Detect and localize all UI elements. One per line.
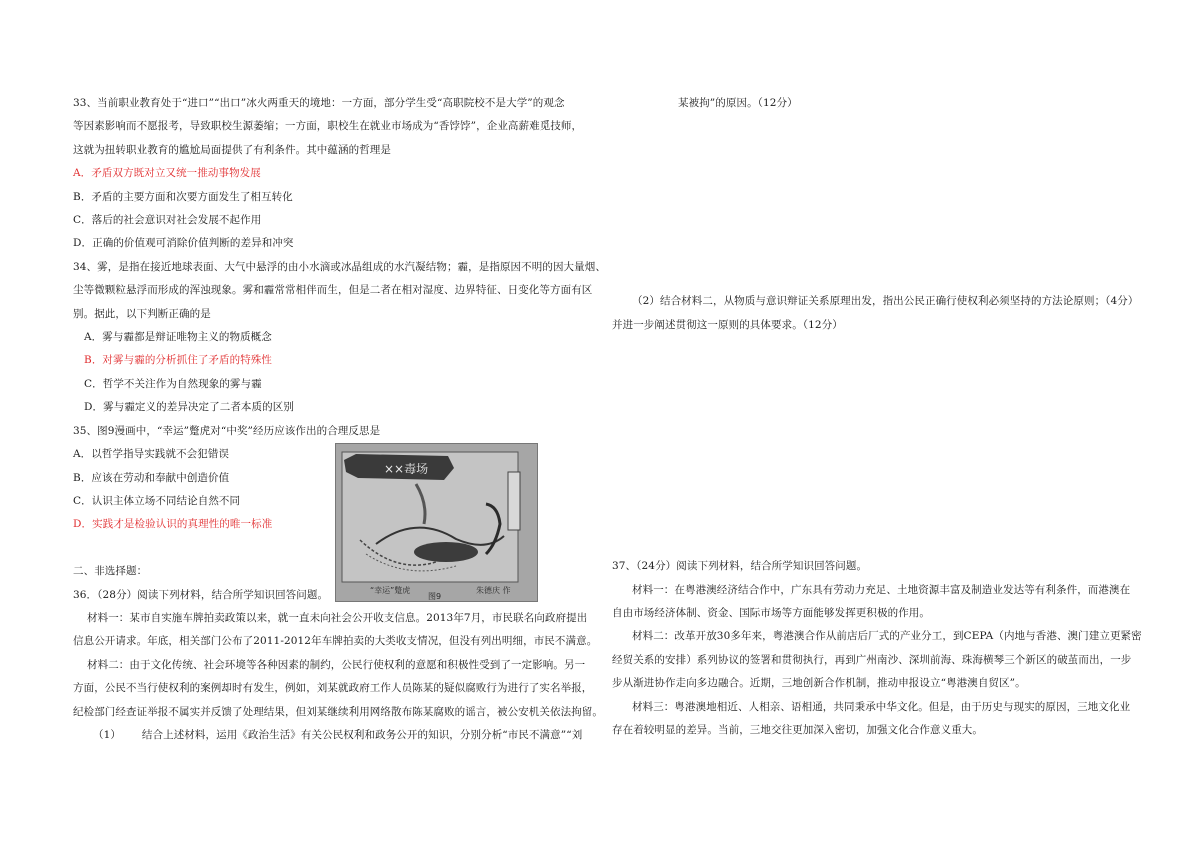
- cartoon-figure-label: 图9: [428, 592, 442, 601]
- cartoon-label-left: “幸运”蹩虎: [370, 586, 411, 595]
- q36-material2-line: 纪检部门经查证举报不属实并反馈了处理结果，但刘某继续利用网络散布陈某腐败的谣言，被公安机关依法拘留。: [73, 705, 603, 718]
- q35-stem: 35、图9漫画中，“幸运”蹩虎对“中奖”经历应该作出的合理反思是: [73, 424, 381, 437]
- q35-option-a: A．以哲学指导实践就不会犯错误: [73, 448, 230, 461]
- q34-option-c: C．哲学不关注作为自然现象的雾与霾: [84, 377, 262, 390]
- q33-option-c: C．落后的社会意识对社会发展不起作用: [73, 214, 262, 227]
- q36-material1-line: 信息公开请求。年底，相关部门公布了2011-2012年车牌拍卖的大类收支情况，但没有列出明细，市民不满意。: [73, 635, 598, 648]
- q35-option-d: D．实践才是检验认识的真理性的唯一标准: [73, 518, 273, 531]
- q36-sub1: [73, 724, 593, 747]
- q36-material2-line: 材料二：由于文化传统、社会环境等各种因素的制约，公民行使权利的意愿和积极性受到了一定影响。另一: [87, 658, 586, 671]
- answer-space: [612, 337, 1132, 555]
- q37-material1-line: 材料一：在粤港澳经济结合作中，广东具有劳动力充足、土地资源丰富及制造业发达等有利条件，而港澳在: [632, 583, 1131, 596]
- q36-sub1-continued: 某被拘”的原因。（12分）: [678, 97, 798, 109]
- q35-option-b: B．应该在劳动和奉献中创造价值: [73, 471, 230, 484]
- q33-option-d: D．正确的价值观可消除价值判断的差异和冲突: [73, 237, 294, 250]
- q37-material1-line: 自由市场经济体制、资金、国际市场等方面能够发挥更积极的作用。: [612, 607, 930, 620]
- q34-stem-line: 别。据此，以下判断正确的是: [73, 307, 211, 320]
- q33-stem-line: 等因素影响而不愿报考，导致职校生源萎缩；一方面，职校生在就业市场成为“香饽饽”，企业高薪难觅技师，: [73, 120, 583, 133]
- q33-option-a: A．矛盾双方既对立又统一推动事物发展: [73, 167, 261, 180]
- q35-option-c: C．认识主体立场不同结论自然不同: [73, 494, 241, 507]
- cartoon-banner: ××毒场: [384, 462, 429, 476]
- q34-stem-line: 34、雾，是指在接近地球表面、大气中悬浮的由小水滴或冰晶组成的水汽凝结物；霾，是指原因不明的因大量烟、: [73, 260, 606, 273]
- q36-sub2-line: 并进一步阐述贯彻这一原则的具体要求。（12分）: [612, 318, 843, 331]
- q36-material2-line: 方面，公民不当行使权利的案例却时有发生，例如，刘某就政府工作人员陈某的疑似腐败行为进行了实名举报，: [73, 682, 593, 695]
- q34-option-d: D．雾与霾定义的差异决定了二者本质的区别: [84, 401, 294, 414]
- q36-sub1-number: （1）: [93, 728, 121, 741]
- q36-intro: 36．（28分）阅读下列材料，结合所学知识回答问题。: [73, 588, 329, 601]
- left-column: [73, 92, 606, 747]
- answer-space: [612, 115, 1132, 290]
- cartoon-label-right: 朱德庆 作: [476, 586, 511, 595]
- q37-material2-line: 经贸关系的安排）系列协议的签署和贯彻执行，再到广州南沙、深圳前海、珠海横琴三个新区的破茧而出，一步: [612, 653, 1132, 666]
- section-heading: 二、非选择题：: [73, 565, 148, 578]
- q34-option-a: A．雾与霾都是辩证唯物主义的物质概念: [84, 331, 272, 344]
- q37-material3-line: 存在着较明显的差异。当前，三地交往更加深入密切，加强文化合作意义重大。: [612, 724, 983, 737]
- q34-stem-line: 尘等微颗粒悬浮而形成的浑浊现象。雾和霾常常相伴而生，但是二者在相对湿度、边界特征、日变化等方面有区: [73, 284, 593, 297]
- q37-material3-line: 材料三：粤港澳地相近、人相亲、语相通，共同秉承中华文化。但是，由于历史与现实的原因，三地文化业: [632, 700, 1131, 713]
- right-column: [612, 92, 1142, 742]
- q37-material2-line: 材料二：改革开放30多年来，粤港澳合作从前店后厂式的产业分工，到CEPA（内地与香港、澳门建立更紧密: [632, 630, 1142, 643]
- q36-sub1-text: 结合上述材料，运用《政治生活》有关公民权利和政务公开的知识，分别分析“市民不满意”“刘: [141, 728, 583, 741]
- q37-intro: 37、（24分）阅读下列材料，结合所学知识回答问题。: [612, 560, 868, 573]
- q33-option-b: B．矛盾的主要方面和次要方面发生了相互转化: [73, 190, 293, 203]
- cartoon-figure-9: [335, 443, 538, 602]
- q37-material2-line: 步从渐进协作走向多边融合。近期，三地创新合作机制，推动申报设立“粤港澳自贸区”。: [612, 677, 1026, 690]
- q36-material1-line: 材料一：某市自实施车牌拍卖政策以来，就一直未向社会公开收支信息。2013年7月，市民联名向政府提出: [87, 611, 588, 624]
- q33-stem-line: 33、当前职业教育处于“进口”“出口”冰火两重天的境地：一方面，部分学生受“高职院校不是大学”的观念: [73, 97, 565, 109]
- q34-option-b: B．对雾与霾的分析抓住了矛盾的特殊性: [84, 354, 273, 367]
- q36-sub2-line: （2）结合材料二，从物质与意识辩证关系原理出发，指出公民正确行使权利必须坚持的方法论原则；（4分）: [632, 295, 1139, 308]
- q33-stem-line: 这就为扭转职业教育的尴尬局面提供了有利条件。其中蕴涵的哲理是: [73, 143, 391, 156]
